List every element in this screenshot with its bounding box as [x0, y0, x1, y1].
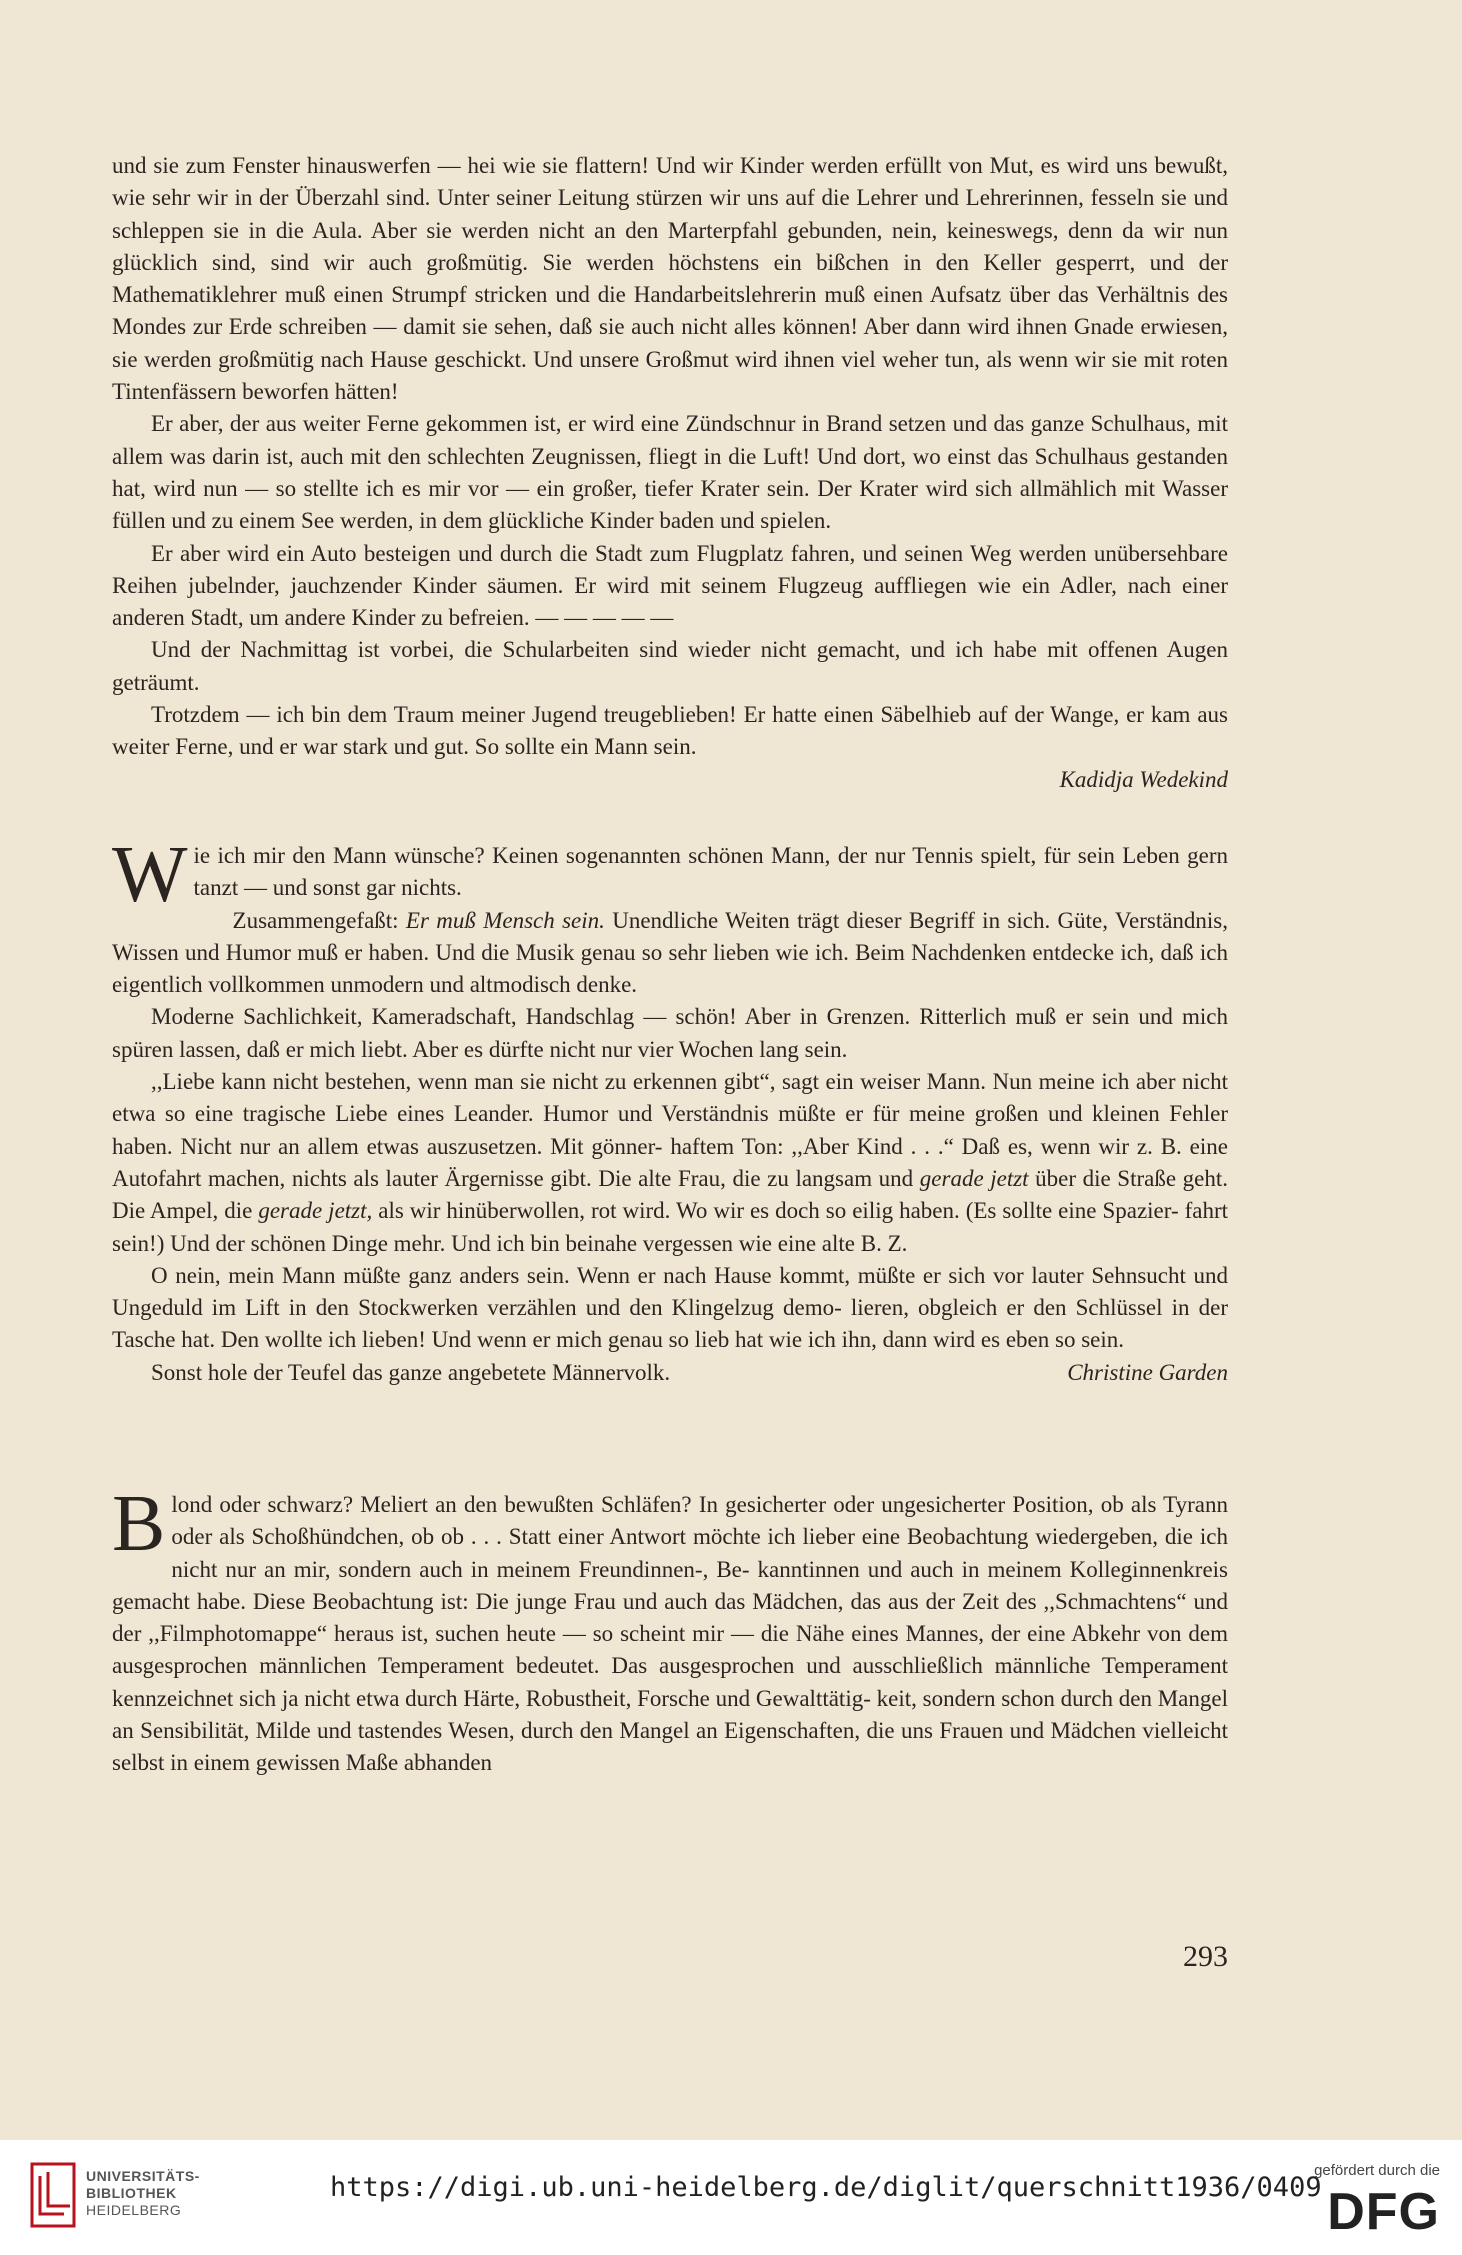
footer-bar [0, 2140, 1462, 2255]
article2-p4-part-c: als wir hinüberwollen, rot wird. Wo wir es doch so eilig haben. (Es sollte eine Spazier- fahrt sein!) Und der schönen Dinge mehr. Und ich bin beinahe vergessen wie eine alte B. Z. [112, 1198, 1228, 1256]
article1-paragraph-1: und sie zum Fenster hinauswerfen — hei wie sie flattern! Und wir Kinder werden erfüllt von Mut, es wird uns bewußt, wie sehr wir in der Überzahl sind. Unter seiner Leitung stürzen wir uns auf die Lehrer und Lehrerinnen, fesseln sie und schleppen sie in die Aula. Aber sie werden nicht an den Marterpfahl gebunden, nein, keineswegs, denn da wir nun glücklich sind, sind wir auch großmütig. Sie werden höchstens ein bißchen in den Keller gesperrt, und der Mathematiklehrer muß einen Strumpf stricken und die Handarbeitslehrerin muß einen Aufsatz über das Verhältnis des Mondes zur Erde schreiben — damit sie sehen, daß sie auch nicht alles können! Aber dann wird ihnen Gnade erwiesen, sie werden großmütig nach Hause geschickt. Und unsere Großmut wird ihnen viel weher tun, als wenn wir sie mit roten Tintenfässern beworfen hätten! [112, 153, 1228, 405]
section-gap [112, 1389, 1228, 1489]
article1-paragraph-5: Trotzdem — ich bin dem Traum meiner Jugend treugeblieben! Er hatte einen Säbelhieb auf der Wange, er kam aus weiter Ferne, und er war stark und gut. So sollte ein Mann sein. [112, 702, 1228, 760]
article3-dropcap: B [112, 1479, 166, 1568]
article2-paragraph-2 [112, 905, 1228, 1002]
article2-paragraph-4 [112, 1066, 1228, 1260]
permalink-url[interactable]: https://digi.ub.uni-heidelberg.de/diglit/querschnitt1936/0409 [330, 2172, 1322, 2203]
library-name [86, 2168, 200, 2219]
article3-paragraph-1 [112, 1479, 1228, 1780]
article2-paragraph-5: O nein, mein Mann müßte ganz anders sein. Wenn er nach Hause kommt, müßte er sich vor lauter Sehnsucht und Ungeduld im Lift in den Stockwerken verzählen und den Klingelzug demo- lieren, obgleich er den Schlüssel in der Tasche hat. Den wollte ich lieben! Und wenn er mich genau so lieb hat wie ich ihn, dann wird es eben so sein. [112, 1262, 1228, 1353]
article1-signature: Kadidja Wedekind [1059, 766, 1228, 792]
university-library-logo-icon [30, 2162, 76, 2228]
text-column [112, 150, 1228, 1780]
library-name-line-1: UNIVERSITÄTS- [86, 2168, 200, 2184]
article2-paragraph-6: Sonst hole der Teufel das ganze angebetete Männervolk. [151, 1359, 671, 1385]
article2-closing-line [112, 1357, 1228, 1389]
library-name-line-2: BIBLIOTHEK [86, 2185, 177, 2201]
article2-dropcap: W [112, 830, 188, 919]
section-gap [112, 796, 1228, 840]
article1-paragraph-3: Er aber wird ein Auto besteigen und durch die Stadt zum Flugplatz fahren, und seinen Weg werden unübersehbare Reihen jubelnder, jauchzender Kinder säumen. Er wird mit seinem Flugzeug auffliegen wie ein Adler, nach einer anderen Stadt, um andere Kinder zu befreien. — — — — — [112, 540, 1228, 631]
article2-signature: Christine Garden [1067, 1359, 1228, 1385]
article1-paragraph-4: Und der Nachmittag ist vorbei, die Schularbeiten sind wieder nicht gemacht, und ich habe mit offenen Augen geträumt. [112, 637, 1228, 695]
article2-p2-emphasis: Er muß Mensch sein. [405, 907, 605, 933]
article1-paragraph-2: Er aber, der aus weiter Ferne gekommen ist, er wird eine Zündschnur in Brand setzen und das ganze Schulhaus, mit allem was darin ist, auch mit den schlechten Zeugnissen, fliegt in die Luft! Und dort, wo einst das Schulhaus gestanden hat, wird nun — so stellte ich es mir vor — ein großer, tiefer Krater sein. Der Krater wird sich allmählich mit Wasser füllen und zu einem See werden, in dem glückliche Kinder baden und spielen. [112, 411, 1228, 534]
article2-p4-part-b: über die Straße geht. Die Ampel, die [112, 1165, 1228, 1224]
article2-p2-lead: Zusammengefaßt: [232, 907, 406, 933]
page-number: 293 [1183, 1940, 1228, 1973]
article2-p4-part-a: ,,Liebe kann nicht bestehen, wenn man sie nicht zu erkennen gibt“, sagt ein weiser Mann. Nun meine ich aber nicht etwa so eine tragische Liebe eines Leander. Humor und Verständnis müßte er für meine großen und kleinen Fehler haben. Nicht nur an allem etwas auszusetzen. Mit gönner- haftem Ton: ,,Aber Kind . . .“ Daß es, wenn wir z. B. eine Autofahrt machen, nichts als lauter Ärgernisse gibt. Die alte Frau, die zu langsam und [112, 1069, 1228, 1191]
article2-p4-emphasis-2: gerade jetzt, [258, 1198, 373, 1224]
library-name-line-3: HEIDELBERG [86, 2202, 182, 2218]
article2-paragraph-3: Moderne Sachlichkeit, Kameradschaft, Handschlag — schön! Aber in Grenzen. Ritterlich muß er sein und mich spüren lassen, daß er mich liebt. Aber es dürfte nicht nur vier Wochen lang sein. [112, 1004, 1228, 1062]
article2-paragraph-1 [112, 830, 1228, 919]
article2-p2-rest: Unendliche Weiten trägt dieser Begriff in sich. Güte, Verständnis, Wissen und Humor muß er haben. Und die Musik genau so sehr lieben wie ich. Beim Nachdenken entdecke ich, daß ich eigentlich vollkommen unmodern und altmodisch denke. [112, 907, 1229, 998]
dfg-logo: DFG [1327, 2183, 1440, 2241]
funding-label: gefördert durch die [1314, 2162, 1440, 2179]
article3-text: lond oder schwarz? Meliert an den bewußten Schläfen? In gesicherter oder ungesicherter Position, ob als Tyrann oder als Schoßhündchen, ob ob . . . Statt einer Antwort möchte ich lieber eine Beobachtung wiedergeben, die ich nicht nur an mir, sondern auch in meinem Freundinnen-, Be- kanntinnen und auch in meinem Kolleginnenkreis gemacht habe. Diese Beobachtung ist: Die junge Frau und auch das Mädchen, das aus der Zeit des ,,Schmachtens“ und der ,,Filmphotomappe“ heraus ist, suchen heute — so scheint mir — die Nähe eines Mannes, der eine Abkehr von dem ausgesprochen männlichen Temperament bedeutet. Das ausgesprochen und ausschließlich männliche Temperament kennzeichnet sich ja nicht etwa durch Härte, Robustheit, Forsche und Gewalttätig- keit, sondern schon durch den Mangel an Sensibilität, Milde und tastendes Wesen, durch den Mangel an Eigenschaften, die uns Frauen und Mädchen vielleicht selbst in einem gewissen Maße abhanden [112, 1491, 1228, 1776]
article2-first-text: ie ich mir den Mann wünsche? Keinen sogenannten schönen Mann, der nur Tennis spielt, für sein Leben gern tanzt — und sonst gar nichts. [193, 842, 1228, 901]
article2-p4-emphasis-1: gerade jetzt [919, 1165, 1029, 1191]
